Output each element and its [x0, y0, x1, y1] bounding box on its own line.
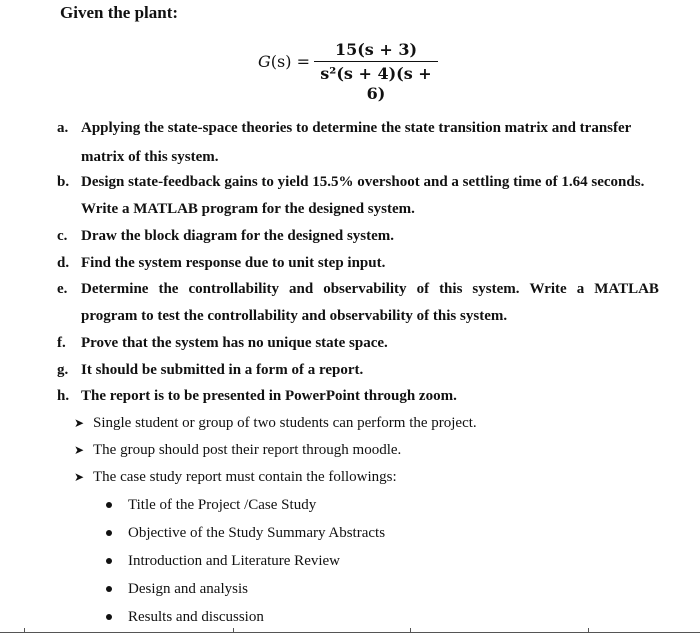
bullet-text: Introduction and Literature Review [128, 553, 341, 569]
bullet-dot-icon [106, 614, 112, 620]
equation-lhs-symbol: G [258, 52, 271, 71]
page-heading: Given the plant: [60, 3, 179, 22]
item-text-line1: Draw the block diagram for the designed system. [81, 228, 395, 244]
arrow-bullet-icon: ➤ [74, 443, 85, 457]
item-text-line1: Applying the state-space theories to determine the state transition matrix and transfer [81, 120, 632, 136]
item-letter: d. [57, 255, 70, 271]
word: the [158, 281, 179, 297]
item-text-line1: Design state-feedback gains to yield 15.5% overshoot and a settling time of 1.64 seconds. [81, 174, 645, 190]
bullet-text: The group should post their report through moodle. [93, 442, 402, 458]
table-border-tick [588, 628, 589, 632]
item-letter: a. [57, 120, 69, 136]
bullet-dot-icon [106, 586, 112, 592]
bullet-dot-icon [106, 558, 112, 564]
item-text-line1: Prove that the system has no unique state space. [81, 335, 388, 351]
table-border-tick [24, 628, 25, 632]
item-text-line2: matrix of this system. [81, 149, 219, 165]
item-text-line2: Write a MATLAB program for the designed system. [81, 201, 415, 217]
item-letter: f. [57, 335, 66, 351]
item-text-line2: program to test the controllability and observability of this system. [81, 308, 508, 324]
equation-denominator: s²(s + 4)(s + 6) [320, 64, 432, 103]
word: MATLAB [594, 281, 659, 297]
table-border-line [0, 632, 700, 633]
item-letter: g. [57, 362, 69, 378]
equation-numerator: 15(s + 3) [334, 40, 418, 59]
word: Write [529, 281, 567, 297]
word: a [576, 281, 585, 297]
bullet-text: Objective of the Study Summary Abstracts [128, 525, 386, 541]
arrow-bullet-icon: ➤ [74, 416, 85, 430]
item-text-line1 [81, 280, 659, 298]
word: of [416, 281, 430, 297]
word: system. [472, 281, 520, 297]
bullet-text: Single student or group of two students can perform the project. [93, 415, 477, 431]
word: observability [323, 281, 407, 297]
fraction-bar [314, 61, 438, 62]
item-letter: h. [57, 388, 70, 404]
bullet-text: Design and analysis [128, 581, 248, 597]
equation-fraction [314, 40, 438, 103]
item-letter: c. [57, 228, 68, 244]
word: and [289, 281, 314, 297]
word: Determine [81, 281, 149, 297]
item-letter: b. [57, 174, 70, 190]
item-letter: e. [57, 281, 68, 297]
word: controllability [188, 281, 280, 297]
item-text-line1: The report is to be presented in PowerPoint through zoom. [81, 388, 457, 404]
word: this [439, 281, 463, 297]
bullet-text: Results and discussion [128, 609, 264, 625]
bullet-text: The case study report must contain the followings: [93, 469, 397, 485]
item-text-line1: It should be submitted in a form of a report. [81, 362, 364, 378]
arrow-bullet-icon: ➤ [74, 470, 85, 484]
equation-lhs-arg: (s) = [270, 52, 310, 71]
bullet-dot-icon [106, 530, 112, 536]
bullet-text: Title of the Project /Case Study [128, 497, 317, 513]
item-text-line1: Find the system response due to unit step input. [81, 255, 386, 271]
bullet-dot-icon [106, 502, 112, 508]
table-border-tick [410, 628, 411, 632]
table-border-tick [233, 628, 234, 632]
equation-lhs [258, 52, 310, 71]
